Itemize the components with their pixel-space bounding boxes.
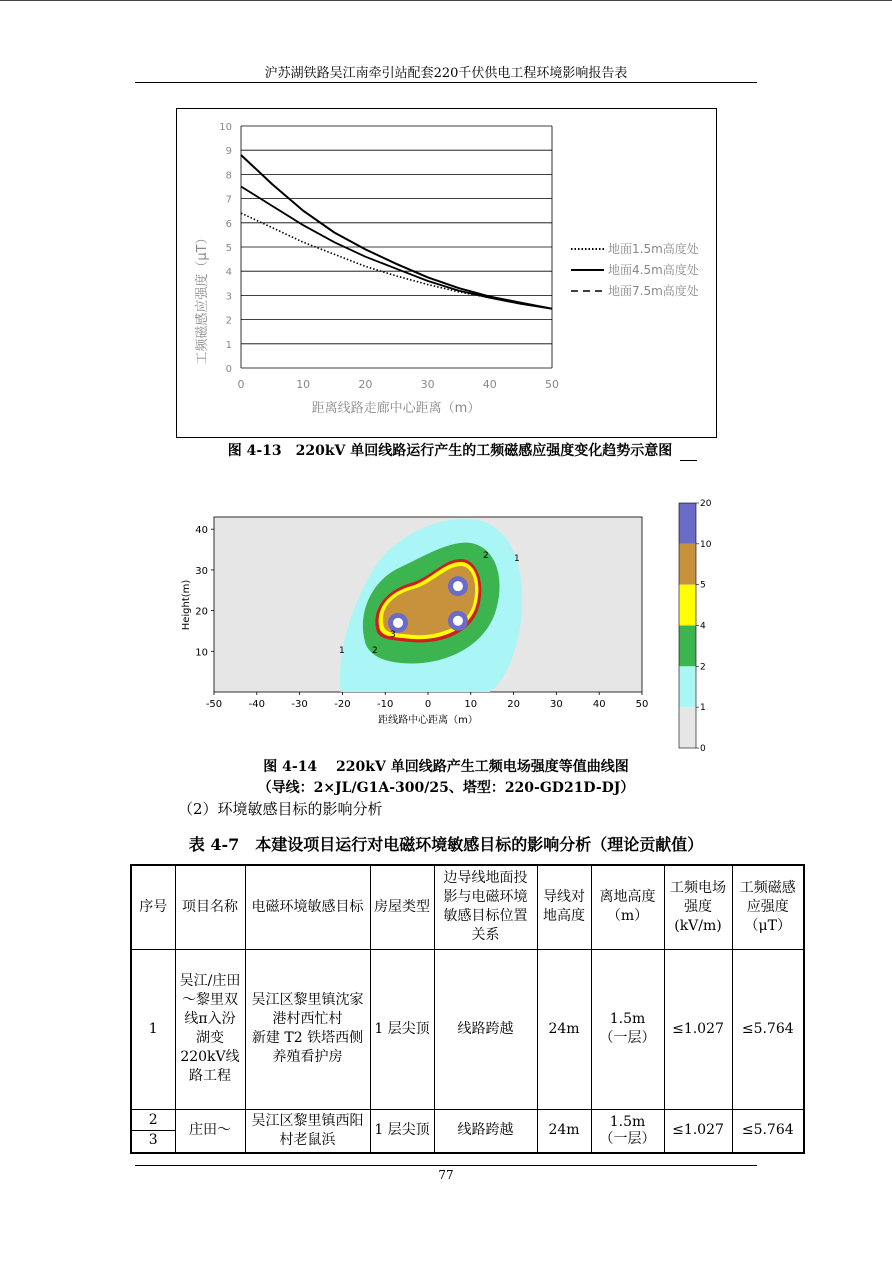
th-target: 电磁环境敏感目标: [245, 865, 370, 949]
colorbar-segment: [679, 544, 696, 585]
conductor-core: [453, 616, 463, 626]
cell-house: 1 层尖顶: [370, 1109, 434, 1153]
x-tick-label: -20: [334, 699, 351, 710]
figure-4-13-caption: 图 4-13 220kV 单回线路运行产生的工频磁感应强度变化趋势示意图: [227, 443, 673, 459]
th-project: 项目名称: [175, 865, 245, 949]
x-tick-label: 30: [550, 699, 563, 710]
legend-label: 地面1.5m高度处: [608, 242, 699, 256]
cell-ground: 1.5m （一层）: [591, 949, 664, 1109]
x-tick-label: -30: [291, 699, 308, 710]
cell-target: 吴江区黎里镇西阳村老鼠浜: [245, 1109, 370, 1153]
y-tick-label: 0: [225, 364, 232, 375]
colorbar-tick-label: 2: [700, 662, 706, 673]
cell-b: ≤5.764: [732, 1109, 804, 1153]
legend-label: 地面4.5m高度处: [608, 263, 699, 277]
figure-4-13-chart: [176, 108, 718, 438]
x-tick-label: 20: [358, 378, 373, 391]
section-heading: （2）环境敏感目标的影响分析: [178, 800, 383, 818]
cell-e: ≤1.027: [664, 1109, 732, 1153]
colorbar-segment: [679, 503, 696, 544]
y-tick-label: 5: [225, 243, 232, 254]
colorbar-segment: [679, 585, 696, 626]
colorbar-segment: [679, 666, 696, 707]
caption-mark: [680, 460, 697, 461]
y-tick-label: 2: [225, 315, 232, 327]
x-tick-label: 40: [592, 699, 606, 710]
colorbar-segment: [679, 626, 696, 667]
x-tick-label: 50: [635, 699, 649, 710]
table-row: [131, 1109, 804, 1153]
contour-label: 2: [483, 551, 489, 561]
colorbar: [679, 499, 712, 754]
figure-4-14-caption: 图 4-14 220kV 单回线路产生工频电场强度等值曲线图: [263, 759, 629, 775]
y-axis-label: Height(m): [181, 579, 192, 631]
cell-no-a: 2: [132, 1111, 175, 1131]
y-tick-label: 40: [195, 525, 208, 537]
cell-project: 庄田～: [175, 1109, 245, 1153]
th-height: 导线对地高度: [537, 865, 591, 949]
colorbar-tick-label: 20: [700, 499, 712, 509]
y-tick-label: 6: [225, 218, 232, 230]
contour-label: 1: [514, 554, 520, 564]
y-tick-label: 10: [195, 647, 208, 659]
contour-label: 3: [390, 630, 396, 640]
table-4-7: [130, 864, 805, 1154]
y-tick-label: 7: [225, 194, 232, 206]
y-tick-label: 4: [225, 267, 232, 279]
th-house: 房屋类型: [370, 865, 434, 949]
page-number: 77: [438, 1168, 454, 1182]
conductor-core: [393, 618, 403, 628]
th-ground: 离地高度（m）: [591, 865, 664, 949]
x-axis-label: 距线路中心距离（m）: [378, 715, 478, 726]
x-tick-label: 30: [420, 378, 435, 391]
y-tick-label: 20: [195, 606, 208, 618]
contour-label: 2: [372, 646, 378, 656]
cell-b: ≤5.764: [732, 949, 804, 1109]
cell-no-b: 3: [148, 1132, 158, 1148]
y-tick-label: 9: [225, 146, 232, 158]
page-header: 沪苏湖铁路吴江南牵引站配套220千伏供电工程环境影响报告表: [264, 66, 628, 81]
cell-project: 吴江/庄田～黎里双线π入汾湖变220kV线路工程: [175, 949, 245, 1109]
x-tick-label: 40: [482, 378, 497, 391]
legend-label: 地面7.5m高度处: [608, 284, 699, 298]
cell-no: [131, 1109, 175, 1153]
header-rule: [135, 82, 757, 83]
footer-rule: [135, 1165, 757, 1166]
cell-ground: 1.5m （一层）: [591, 1109, 664, 1153]
page-top-edge: [0, 0, 892, 1]
colorbar-segment: [679, 707, 696, 748]
th-e: 工频电场强度(kV/m): [664, 865, 732, 949]
x-tick-label: 10: [464, 699, 478, 710]
conductor-core: [453, 581, 463, 591]
colorbar-tick-label: 4: [700, 621, 706, 632]
x-tick-label: -10: [377, 699, 394, 710]
x-tick-label: 50: [545, 378, 559, 391]
figure-4-14-subcaption: （导线：2×JL/G1A-300/25、塔型：220-GD21D-DJ）: [257, 780, 635, 796]
colorbar-tick-label: 5: [700, 580, 706, 591]
y-tick-label: 30: [195, 565, 208, 577]
th-relation: 边导线地面投影与电磁环境敏感目标位置关系: [434, 865, 537, 949]
y-tick-label: 8: [225, 170, 232, 182]
cell-height: 24m: [537, 1109, 591, 1153]
table-row: [131, 949, 804, 1109]
cell-no: 1: [131, 949, 175, 1109]
x-tick-label: 20: [507, 699, 520, 710]
x-tick-label: 0: [237, 378, 245, 391]
y-axis-label: 工频磁感应强度（μT）: [195, 231, 210, 365]
y-tick-label: 1: [225, 339, 232, 351]
cell-target: 吴江区黎里镇沈家港村西忙村 新建 T2 铁塔西侧养殖看护房: [245, 949, 370, 1109]
x-tick-label: 0: [424, 699, 432, 710]
x-tick-label: 10: [296, 378, 311, 391]
y-tick-label: 10: [219, 122, 232, 133]
cell-e: ≤1.027: [664, 949, 732, 1109]
cell-house: 1 层尖顶: [370, 949, 434, 1109]
contour-label: 1: [339, 646, 345, 656]
th-no: 序号: [131, 865, 175, 949]
cell-relation: 线路跨越: [434, 1109, 537, 1153]
x-tick-label: -50: [205, 699, 223, 710]
colorbar-tick-label: 0: [700, 744, 706, 754]
table-header-row: [131, 865, 804, 949]
table-4-7-title: 表 4-7 本建设项目运行对电磁环境敏感目标的影响分析（理论贡献值）: [188, 835, 704, 854]
y-tick-label: 3: [225, 291, 232, 303]
th-b: 工频磁感应强度（μT）: [732, 865, 804, 949]
figure-4-14-chart: [176, 495, 716, 755]
cell-height: 24m: [537, 949, 591, 1109]
cell-relation: 线路跨越: [434, 949, 537, 1109]
colorbar-tick-label: 10: [700, 539, 712, 550]
x-axis-label: 距离线路走廊中心距离（m）: [311, 401, 481, 416]
x-tick-label: -40: [248, 699, 265, 710]
colorbar-tick-label: 1: [700, 703, 706, 714]
